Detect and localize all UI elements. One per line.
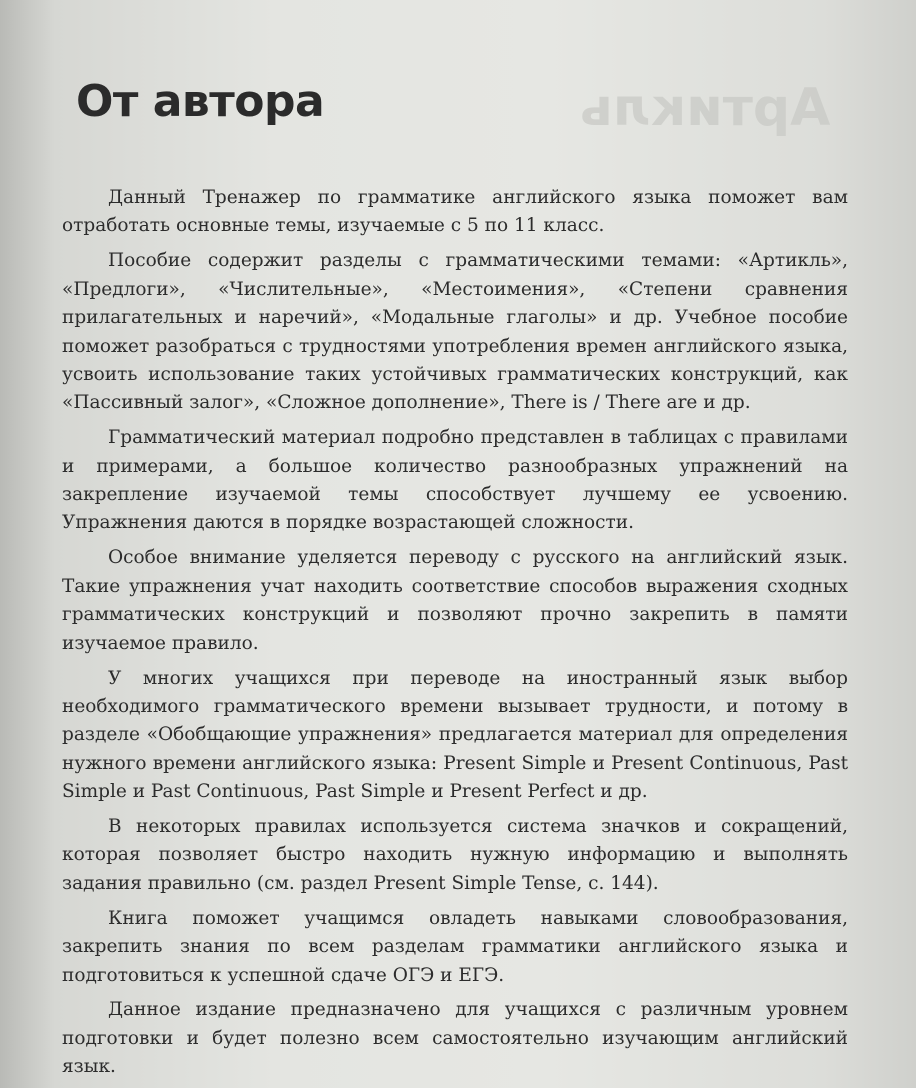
body-text	[62, 184, 848, 1088]
paragraph-1: Данный Тренажер по грамматике английского языка поможет вам отработать основные темы, изучаемые с 5 по 11 класс.	[62, 187, 848, 237]
paragraph-7: Книга поможет учащимся овладеть навыками словообразования, закрепить знания по всем разделам грамматики английского языка и подготовиться к успешной сдаче ОГЭ и ЕГЭ.	[62, 907, 848, 986]
paragraph-6: В некоторых правилах используется система значков и сокращений, которая позволяет быстро находить нужную информацию и выполнять задания правильно (см. раздел Present Simple Tense, с. 144).	[62, 816, 848, 894]
paragraph-3: Грамматический материал подробно представлен в таблицах с правилами и примерами, а большое количество разнообразных упражнений на закрепление изучаемой темы способствует лучшему ее усвоению. Упражнения даются в порядке возрастающей сложности.	[62, 427, 848, 534]
paragraph-2: Пособие содержит разделы с грамматическими темами: «Артикль», «Предлоги», «Числительные», «Местоимения», «Степени сравнения прилагательных и наречий», «Модальные глаголы» и др. Учебное пособие поможет разобраться с трудностями употребления времен английского языка, усвоить использование таких устойчивых грамматических конструкций, как «Пассивный залог», «Сложное дополнение», There is / There are и др.	[62, 250, 848, 414]
paragraph-5: У многих учащихся при переводе на иностранный язык выбор необходимого грамматического времени вызывает трудности, и потому в разделе «Обобщающие упражнения» предлагается материал для определения нужного времени английского языка: Present Simple и Present Continuous, Past Simple и Past Continuous, Past Simple и Present Perfect и др.	[62, 667, 848, 803]
paragraph-8: Данное издание предназначено для учащихся с различным уровнем подготовки и будет полезно всем самостоятельно изучающим английский язык.	[62, 999, 848, 1078]
paragraph-4: Особое внимание уделяется переводу с русского на английский язык. Такие упражнения учат находить соответствие способов выражения сходных грамматических конструкций и позволяют прочно закрепить в памяти изучаемое правило.	[62, 547, 848, 654]
page-title: От автора	[76, 76, 325, 127]
bleed-through-text: Артикль	[579, 78, 830, 138]
